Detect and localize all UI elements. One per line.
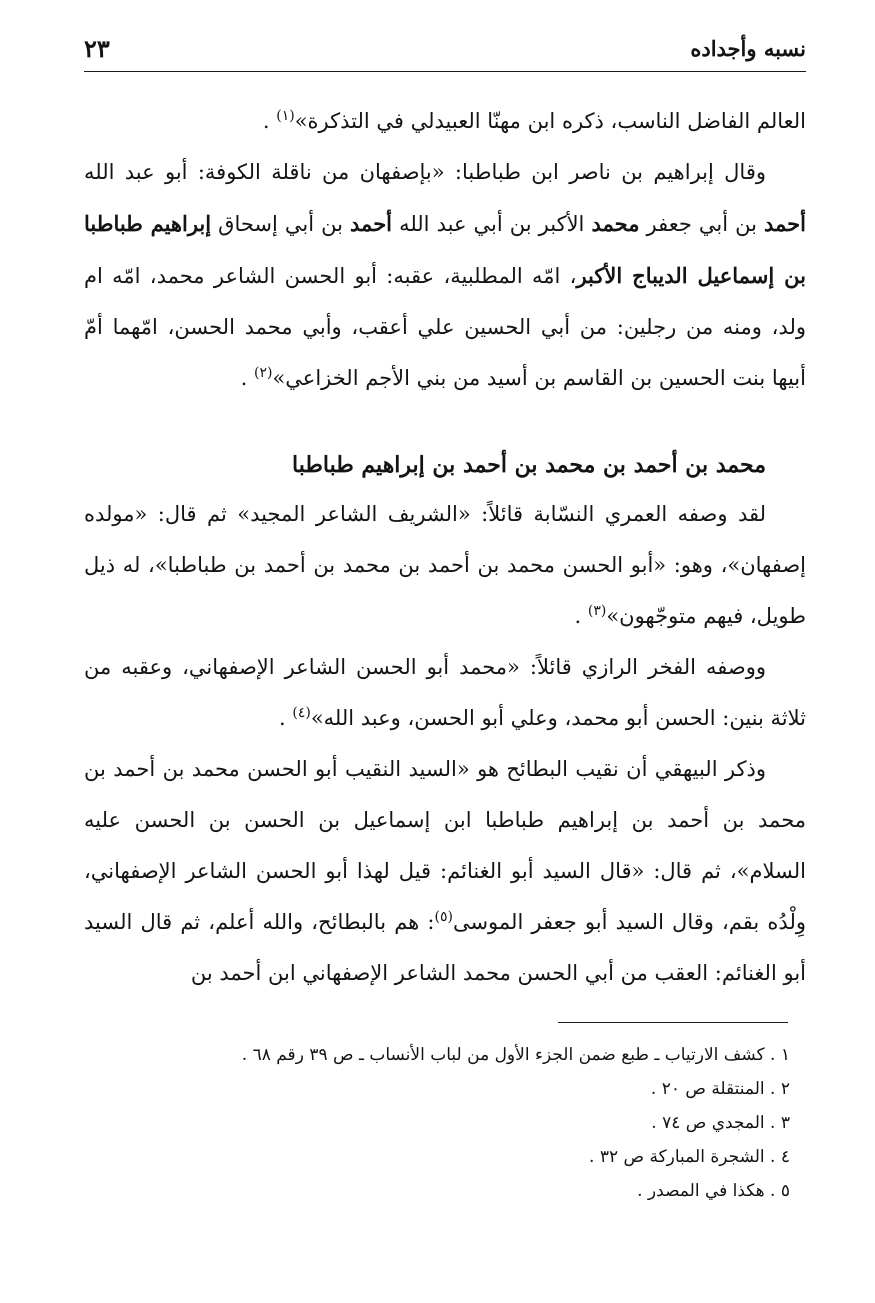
paragraph-text: ، امّه المطلبية، عقبه: أبو الحسن الشاعر محمد، امّه ام ولد، ومنه من رجلين: من أبي الحسين علي أعقب، وأبي محمد الحسن، امّهما أمّ أبيها بنت الحسين بن القاسم بن أسيد من بني الأجم الخزاعي» — [84, 264, 806, 390]
paragraph-text: لقد وصفه العمري النسّابة قائلاً: «الشريف الشاعر المجيد» ثم قال: «مولده إصفهان»، وهو: «أبو الحسن محمد بن أحمد بن محمد بن أحمد بن طباطبا»، له ذيل طويل، فيهم متوجّهون» — [84, 502, 806, 628]
section-heading: محمد بن أحمد بن محمد بن أحمد بن إبراهيم طباطبا — [292, 452, 766, 478]
page-number: ٢٣ — [84, 34, 110, 63]
footnote-item: ٤ . الشجرة المباركة ص ٣٢ . — [589, 1147, 790, 1167]
footnote-ref-2: (٢) — [253, 365, 273, 381]
paragraph-text: ووصفه الفخر الرازي قائلاً: «محمد أبو الحسن الشاعر الإصفهاني، وعقبه من ثلاثة بنين: الحسن أبو محمد، وعلي أبو الحسن، وعبد الله» — [84, 655, 806, 730]
punctuation: . — [240, 366, 254, 390]
footnote-ref-5: (٥) — [434, 909, 453, 925]
paragraph-3 — [84, 489, 806, 642]
paragraph-text: وذكر البيهقي أن نقيب البطائح هو «السيد النقيب أبو الحسن محمد بن أحمد بن محمد بن أحمد بن إبراهيم طباطبا ابن إسماعيل بن الحسن بن الحسن عليه السلام»، ثم قال: «قال السيد أبو الغنائم: قيل لهذا أبو الحسن الشاعر الإصفهاني، وِلْدُه بقم، وقال السيد أبو جعفر الموسى — [84, 757, 806, 934]
paragraph-text: بن أبي إسحاق — [211, 212, 351, 236]
punctuation: . — [574, 604, 588, 628]
footnote-item: ٥ . هكذا في المصدر . — [637, 1181, 790, 1201]
footnote-divider — [558, 1022, 788, 1023]
running-header — [84, 26, 806, 72]
paragraph-text: الأكبر بن أبي عبد الله — [392, 212, 592, 236]
chapter-title: نسبه وأجداده — [690, 36, 806, 61]
paragraph-4 — [84, 642, 806, 744]
bold-name: محمد — [591, 211, 640, 236]
footnote-item: ٢ . المنتقلة ص ٢٠ . — [650, 1079, 790, 1099]
paragraph-text: : هم بالبطائح، والله أعلم، ثم قال السيد أبو الغنائم: العقب من أبي الحسن محمد الشاعر الإصفهاني ابن أحمد بن — [84, 910, 806, 985]
bold-name: إبراهيم طباطبا بن إسماعيل الديباج الأكبر — [84, 211, 806, 288]
paragraph-2 — [84, 147, 806, 404]
punctuation: . — [278, 706, 293, 730]
footnote-ref-3: (٣) — [587, 603, 607, 619]
header-divider — [84, 71, 806, 72]
paragraph-text: العالم الفاضل الناسب، ذكره ابن مهنّا العبيدلي في التذكرة» — [294, 109, 806, 133]
bold-name: أحمد — [350, 211, 393, 236]
paragraph-1 — [84, 96, 806, 147]
paragraph-text: وقال إبراهيم بن ناصر ابن طباطبا: «بإصفهان من ناقلة الكوفة: أبو عبد الله — [84, 160, 766, 184]
footnote-item: ٣ . المجدي ص ٧٤ . — [651, 1113, 790, 1133]
footnotes-list — [84, 1038, 790, 1208]
paragraph-5 — [84, 744, 806, 999]
footnote-ref-4: (٤) — [292, 705, 311, 721]
paragraph-text: بن أبي جعفر — [639, 212, 765, 236]
footnote-ref-1: (١) — [276, 108, 295, 124]
punctuation: . — [262, 109, 277, 133]
bold-name: أحمد — [764, 211, 806, 236]
footnote-item: ١ . كشف الارتياب ـ طبع ضمن الجزء الأول من لباب الأنساب ـ ص ٣٩ رقم ٦٨ . — [241, 1045, 790, 1065]
main-text — [84, 96, 806, 999]
